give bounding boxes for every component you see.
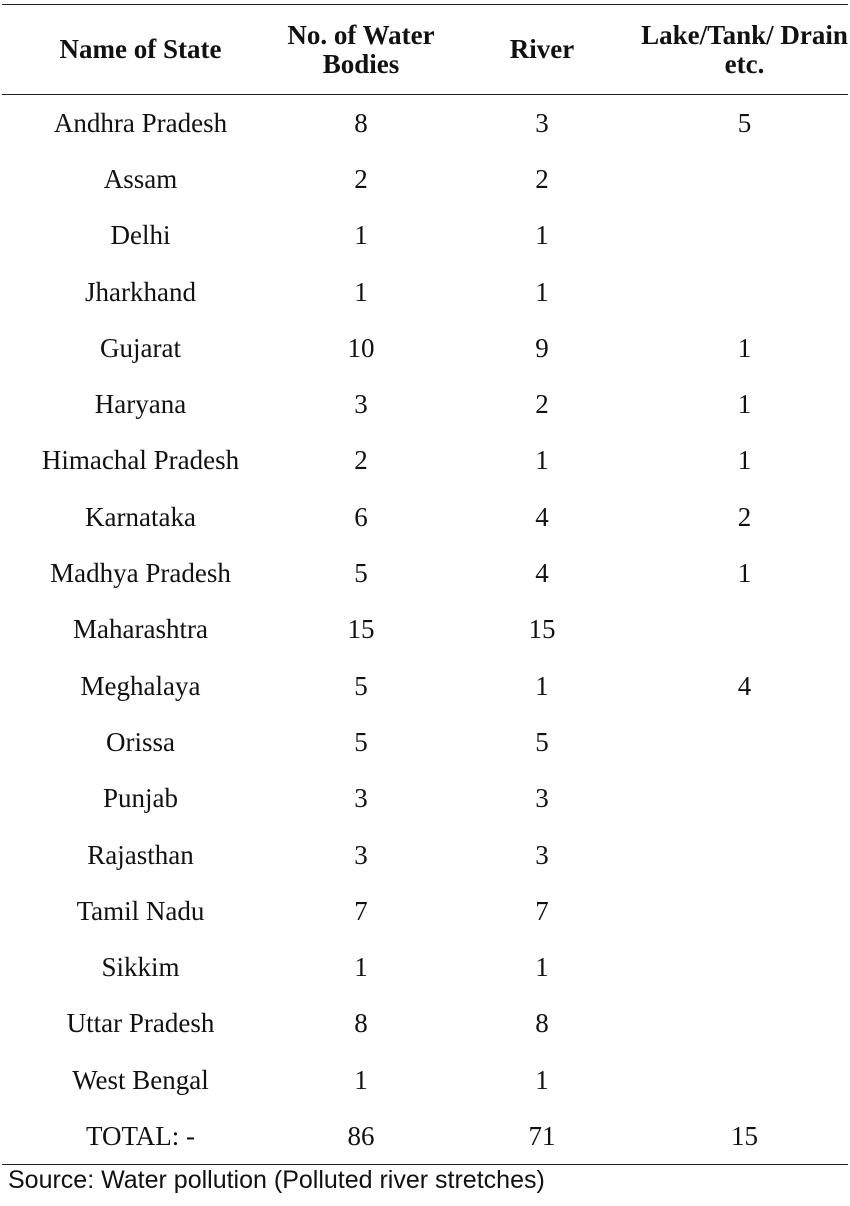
cell-river: 2	[535, 389, 549, 420]
total-river: 71	[528, 1120, 556, 1151]
table-row	[2, 771, 848, 827]
table-row	[2, 1052, 848, 1108]
cell-state: Meghalaya	[80, 670, 201, 701]
table-row	[2, 320, 848, 376]
cell-river: 4	[535, 558, 549, 589]
cell-water-bodies: 3	[354, 389, 368, 420]
table-row	[2, 376, 848, 432]
cell-state: Jharkhand	[85, 276, 196, 307]
cell-river: 5	[535, 726, 549, 757]
cell-water-bodies: 3	[354, 783, 368, 814]
cell-river: 3	[535, 107, 549, 138]
table-row	[2, 433, 848, 489]
cell-state: Rajasthan	[87, 839, 194, 870]
cell-river: 4	[535, 501, 549, 532]
header-river: River	[509, 34, 575, 64]
cell-water-bodies: 5	[354, 558, 368, 589]
cell-river: 3	[535, 839, 549, 870]
cell-water-bodies: 1	[354, 1064, 368, 1095]
cell-water-bodies: 2	[354, 445, 368, 476]
cell-state: Gujarat	[100, 332, 181, 363]
header-lake-text: Lake/Tank/ Drain etc.	[641, 19, 848, 79]
table-row	[2, 714, 848, 770]
cell-river: 8	[535, 1008, 549, 1039]
cell-river: 1	[535, 276, 549, 307]
total-row	[2, 1108, 848, 1164]
cell-state: Orissa	[106, 726, 175, 757]
header-water-bodies-text: No. of Water Bodies	[287, 19, 435, 79]
table-row	[2, 264, 848, 320]
cell-state: Delhi	[110, 220, 171, 251]
cell-river: 3	[535, 783, 549, 814]
table-body	[2, 95, 848, 1108]
cell-state: Tamil Nadu	[76, 895, 205, 926]
cell-lake: 4	[737, 670, 752, 701]
cell-water-bodies: 5	[354, 670, 368, 701]
cell-lake: 1	[737, 332, 752, 363]
cell-river: 15	[528, 614, 556, 645]
cell-state: Karnataka	[85, 501, 196, 532]
cell-river: 1	[535, 670, 549, 701]
cell-state: Assam	[103, 163, 178, 194]
cell-river: 1	[535, 220, 549, 251]
total-label: TOTAL: -	[85, 1120, 196, 1151]
cell-water-bodies: 3	[354, 839, 368, 870]
cell-river: 1	[535, 1064, 549, 1095]
cell-state: Punjab	[102, 783, 178, 814]
cell-water-bodies: 1	[354, 952, 368, 983]
cell-state: Sikkim	[101, 952, 180, 983]
cell-state: Maharashtra	[73, 614, 208, 645]
table-row	[2, 883, 848, 939]
table-row	[2, 602, 848, 658]
cell-water-bodies: 1	[354, 276, 368, 307]
cell-lake: 2	[737, 501, 752, 532]
cell-river: 7	[535, 895, 549, 926]
table-row	[2, 489, 848, 545]
cell-water-bodies: 8	[354, 1008, 368, 1039]
table-header	[2, 5, 848, 94]
total-water-bodies: 86	[347, 1120, 375, 1151]
table-row	[2, 95, 848, 151]
cell-river: 1	[535, 445, 549, 476]
table-row	[2, 939, 848, 995]
cell-water-bodies: 6	[354, 501, 368, 532]
cell-river: 2	[535, 163, 549, 194]
table-row	[2, 208, 848, 264]
cell-lake: 1	[737, 389, 752, 420]
cell-water-bodies: 2	[354, 163, 368, 194]
table-row	[2, 545, 848, 601]
cell-state: Madhya Pradesh	[50, 558, 231, 589]
table-row	[2, 151, 848, 207]
cell-lake: 5	[737, 107, 752, 138]
cell-state: Himachal Pradesh	[41, 445, 240, 476]
cell-water-bodies: 7	[354, 895, 368, 926]
cell-river: 1	[535, 952, 549, 983]
header-lake	[641, 21, 848, 79]
cell-water-bodies: 1	[354, 220, 368, 251]
source-note: Source: Water pollution (Polluted river stretches)	[8, 1166, 545, 1194]
table-row	[2, 996, 848, 1052]
total-lake: 15	[731, 1120, 758, 1151]
cell-state: Haryana	[94, 389, 187, 420]
cell-water-bodies: 8	[354, 107, 368, 138]
header-water-bodies	[279, 21, 443, 79]
cell-water-bodies: 10	[347, 332, 375, 363]
table-row	[2, 658, 848, 714]
cell-state: Uttar Pradesh	[66, 1008, 215, 1039]
table-row	[2, 827, 848, 883]
cell-lake: 1	[737, 445, 752, 476]
cell-state: West Bengal	[72, 1064, 209, 1095]
water-bodies-table	[2, 4, 848, 1165]
cell-water-bodies: 5	[354, 726, 368, 757]
cell-water-bodies: 15	[347, 614, 375, 645]
header-state: Name of State	[59, 34, 222, 64]
cell-river: 9	[535, 332, 549, 363]
cell-state: Andhra Pradesh	[53, 107, 228, 138]
cell-lake: 1	[737, 558, 752, 589]
